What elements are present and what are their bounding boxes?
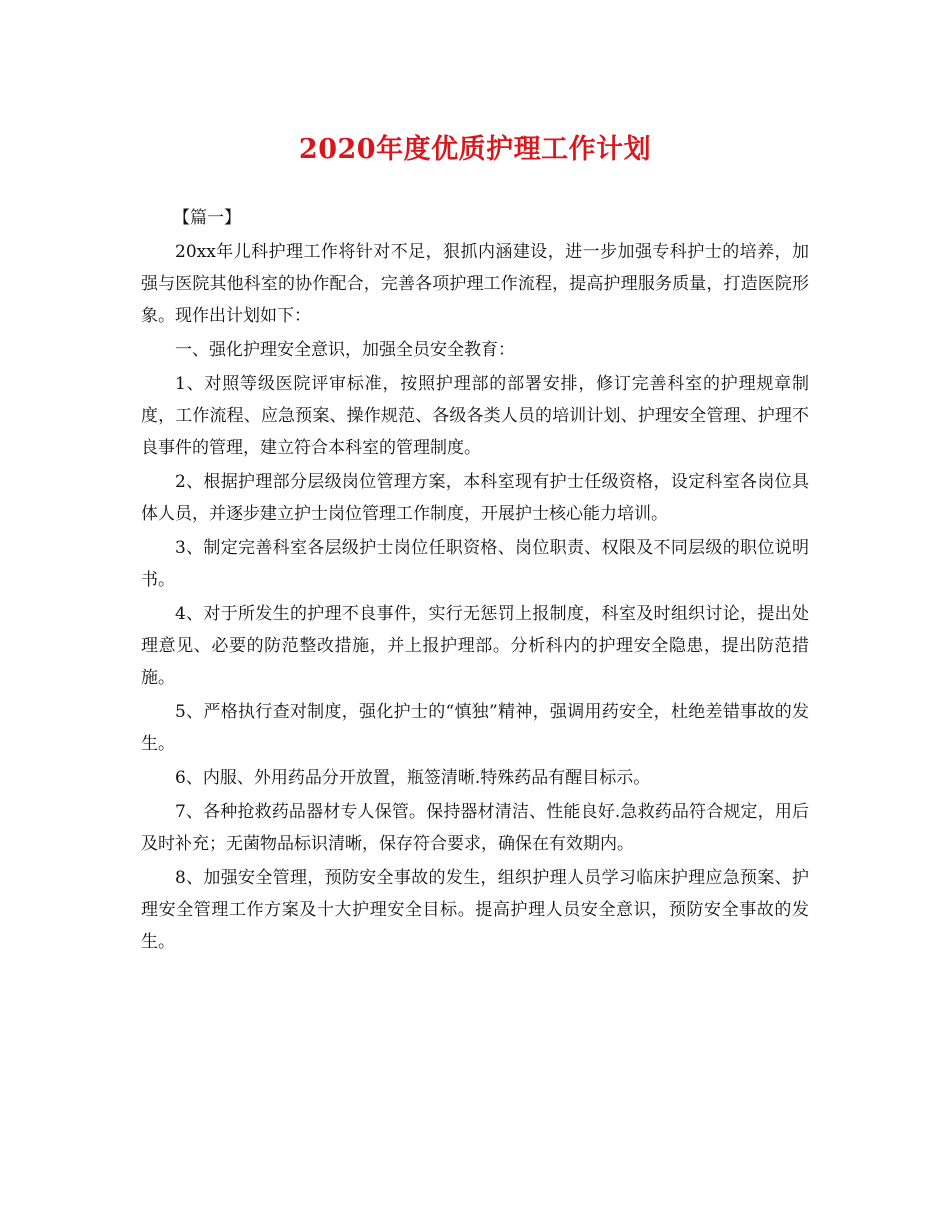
intro-paragraph: 20xx年儿科护理工作将针对不足，狠抓内涵建设，进一步加强专科护士的培养，加强与医院其他科室的协作配合，完善各项护理工作流程，提高护理服务质量，打造医院形象。现作出计划如下：: [141, 242, 809, 326]
list-item-5: 5、严格执行查对制度，强化护士的“慎独”精神，强调用药安全，杜绝差错事故的发生。: [141, 702, 809, 754]
list-item-8: 8、加强安全管理，预防安全事故的发生，组织护理人员学习临床护理应急预案、护理安全管理工作方案及十大护理安全目标。提高护理人员安全意识，预防安全事故的发生。: [141, 868, 809, 952]
list-item-4: 4、对于所发生的护理不良事件，实行无惩罚上报制度，科室及时组织讨论，提出处理意见、必要的防范整改措施，并上报护理部。分析科内的护理安全隐患，提出防范措施。: [141, 604, 809, 688]
section-tag: 【篇一】: [173, 208, 241, 228]
list-item-1: 1、对照等级医院评审标准，按照护理部的部署安排，修订完善科室的护理规章制度，工作流程、应急预案、操作规范、各级各类人员的培训计划、护理安全管理、护理不良事件的管理，建立符合本科室的管理制度。: [141, 374, 809, 458]
section-heading: 一、强化护理安全意识，加强全员安全教育：: [175, 340, 515, 360]
list-item-3: 3、制定完善科室各层级护士岗位任职资格、岗位职责、权限及不同层级的职位说明书。: [141, 538, 809, 590]
list-item-2: 2、根据护理部分层级岗位管理方案，本科室现有护士任级资格，设定科室各岗位具体人员，并逐步建立护士岗位管理工作制度，开展护士核心能力培训。: [141, 472, 809, 524]
document-body: [141, 202, 809, 960]
list-item-6: 6、内服、外用药品分开放置，瓶签清晰.特殊药品有醒目标示。: [175, 768, 651, 788]
list-item-7: 7、各种抢救药品器材专人保管。保持器材清洁、性能良好.急救药品符合规定，用后及时补充；无菌物品标识清晰，保存符合要求，确保在有效期内。: [141, 802, 809, 854]
document-title: 2020年度优质护理工作计划: [298, 134, 652, 165]
